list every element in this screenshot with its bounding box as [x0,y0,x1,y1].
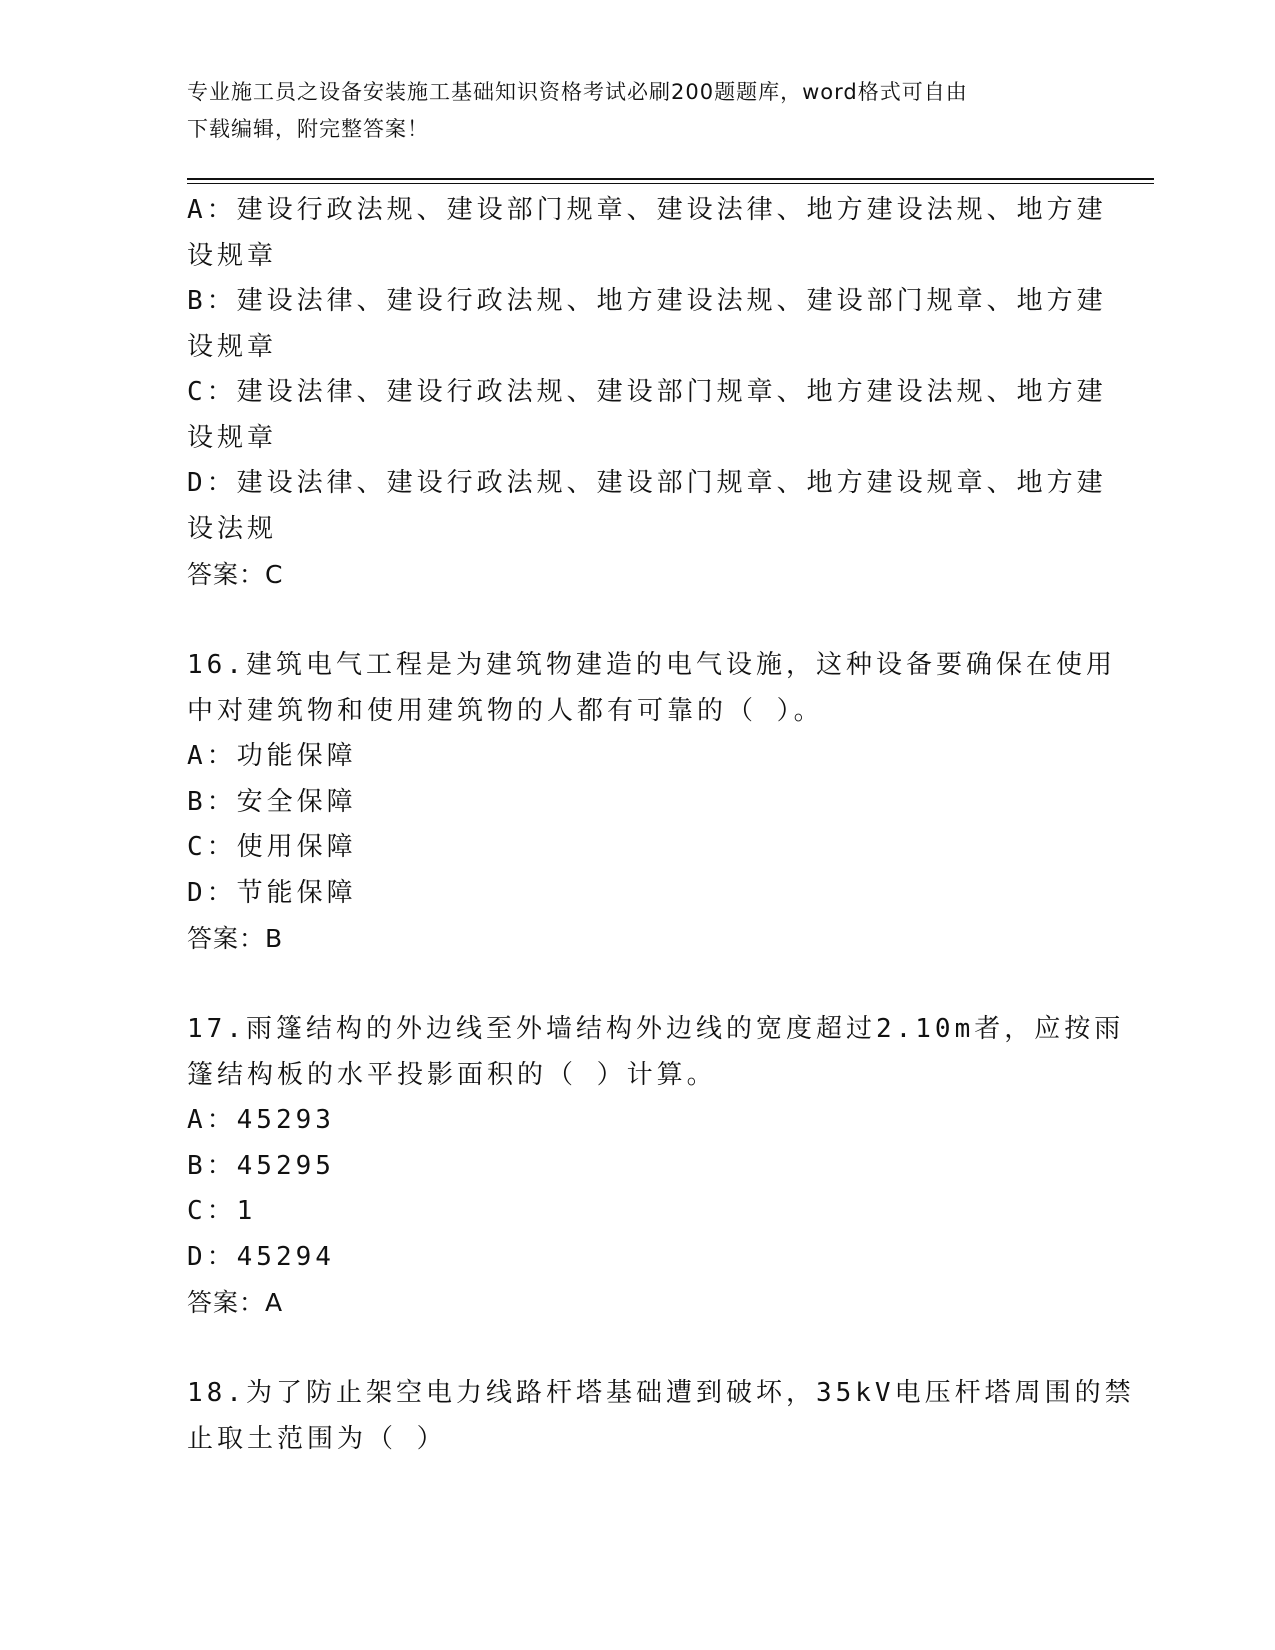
option-c-line-1: C：建设法律、建设行政法规、建设部门规章、地方建设法规、地方建 [187,377,1107,407]
option-b-line-2: 设规章 [187,331,278,362]
header-divider-thin [187,183,1154,184]
option-d: D：节能保障 [187,877,357,908]
answer-label: 答案：A [187,1288,284,1317]
option-a-line-1: A：建设行政法规、建设部门规章、建设法律、地方建设法规、地方建 [187,195,1107,225]
header-line-2: 下载编辑，附完整答案！ [187,117,429,141]
option-a: A：功能保障 [187,741,357,771]
spacer [187,598,1087,644]
option-d-line-1: D：建设法律、建设行政法规、建设部门规章、地方建设规章、地方建 [187,468,1107,498]
question-text-line-1: 17.雨篷结构的外边线至外墙结构外边线的宽度超过2.10m者，应按雨 [187,1014,1125,1044]
question-text-line-1: 18.为了防止架空电力线路杆塔基础遭到破坏，35kV电压杆塔周围的禁 [187,1378,1135,1408]
option-a [187,188,1107,279]
option-d: D：45294 [187,1241,335,1272]
option-d-line-2: 设法规 [187,513,278,544]
header-line-1: 专业施工员之设备安装施工基础知识资格考试必刷200题题库，word格式可自由 [187,80,968,104]
option-c: C：使用保障 [187,832,357,862]
spacer [187,1326,1087,1372]
question-18 [187,1371,1135,1462]
answer-label: 答案：C [187,560,284,589]
option-b-line-1: B：建设法律、建设行政法规、地方建设法规、建设部门规章、地方建 [187,286,1107,316]
option-b: B：安全保障 [187,786,357,817]
option-c [187,370,1107,461]
option-c: C：1 [187,1196,257,1226]
question-17 [187,1007,1125,1326]
option-b [187,279,1107,370]
option-a-line-2: 设规章 [187,240,278,271]
option-d [187,461,1107,552]
question-16 [187,643,1116,962]
question-content [187,188,1135,1462]
answer-label: 答案：B [187,924,284,953]
question-text-line-2: 中对建筑物和使用建筑物的人都有可靠的（ ）。 [187,695,824,726]
question-text-line-2: 篷结构板的水平投影面积的（ ）计算。 [187,1059,717,1090]
option-c-line-2: 设规章 [187,422,278,453]
question-text-line-2: 止取土范围为（ ） [187,1423,447,1454]
option-b: B：45295 [187,1150,335,1181]
header-divider-thick [187,178,1154,180]
document-header [187,74,1087,148]
option-a: A：45293 [187,1105,335,1135]
spacer [187,962,1087,1008]
question-text-line-1: 16.建筑电气工程是为建筑物建造的电气设施，这种设备要确保在使用 [187,650,1116,680]
question-15 [187,188,1107,598]
